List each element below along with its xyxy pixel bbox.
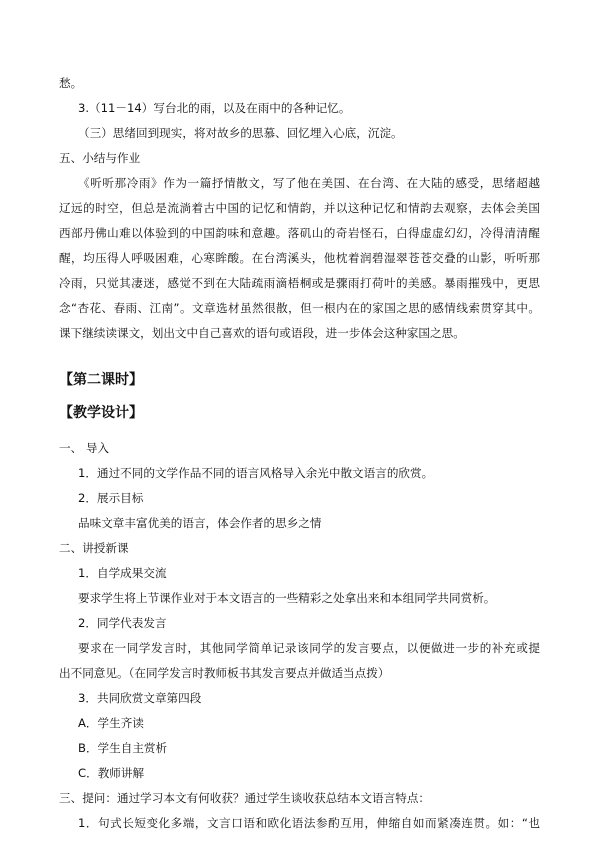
- list-item: A．学生齐读: [78, 716, 144, 730]
- text-line: 愁。: [59, 76, 83, 90]
- text-line: 2．展示目标: [78, 491, 144, 505]
- paragraph-line: 出不同意见。（在同学发言时教师板书其发言要点并做适当点拨）: [59, 666, 390, 680]
- paragraph-line: 辽远的时空，但总是流淌着古中国的记忆和情韵，并以这种记忆和情韵去观察，去体会美国: [59, 201, 540, 215]
- paragraph-line: 冷雨，只觉其凄迷，感觉不到在大陆疏雨滴梧桐或是骤雨打荷叶的美感。暴雨摧残中，更思: [59, 276, 540, 290]
- paragraph-line: 醒，均压得人呼吸困难，心寒眸酸。在台湾溪头，他枕着润碧湿翠苍苍交叠的山影，听听那: [59, 251, 540, 265]
- text-line: 品味文章丰富优美的语言，体会作者的思乡之情: [78, 516, 322, 530]
- section-heading: 二、讲授新课: [59, 541, 129, 555]
- list-item: C．教师讲解: [78, 766, 145, 780]
- text-line: 要求学生将上节课作业对于本文语言的一些精彩之处拿出来和本组同学共同赏析。: [78, 591, 496, 605]
- paragraph-line: 要求在一同学发言时，其他同学简单记录该同学的发言要点，以便做进一步的补充或提: [78, 641, 540, 655]
- section-heading: 五、小结与作业: [59, 151, 141, 165]
- text-line: 3.（11－14）写台北的雨，以及在雨中的各种记忆。: [78, 101, 351, 115]
- paragraph-line: 课下继续读课文，划出文中自己喜欢的语句或语段，进一步体会这种家国之思。: [59, 326, 465, 340]
- paragraph-line: 1．句式长短变化多端，文言口语和欧化语法参酌互用，伸缩自如而紧凑连贯。如：“也: [78, 816, 540, 830]
- paragraph-line: 西部丹佛山难以体验到的中国韵味和意趣。落矶山的奇岩怪石，白得虚虚幻幻，冷得清清醒: [59, 226, 540, 240]
- design-heading: 【教学设计】: [59, 405, 143, 421]
- text-line: 3．共同欣赏文章第四段: [78, 691, 202, 705]
- text-line: （三）思绪回到现实，将对故乡的思慕、回忆埋入心底，沉淀。: [78, 126, 403, 140]
- text-line: 2．同学代表发言: [78, 616, 167, 630]
- lesson-heading: 【第二课时】: [59, 372, 143, 388]
- paragraph-line: 念“杏花、春雨、江南”。文章选材虽然很散，但一根内在的家国之思的感情线索贯穿其中。: [59, 301, 540, 315]
- section-heading: 一、 导入: [59, 441, 110, 455]
- text-line: 1．自学成果交流: [78, 566, 167, 580]
- list-item: B．学生自主赏析: [78, 741, 168, 755]
- paragraph-line: 《听听那冷雨》作为一篇抒情散文，写了他在美国、在台湾、在大陆的感受，思绪超越: [78, 176, 540, 190]
- section-heading: 三、提问：通过学习本文有何收获？通过学生谈收获总结本文语言特点：: [59, 791, 431, 805]
- text-line: 1．通过不同的文学作品不同的语言风格导入余光中散文语言的欣赏。: [78, 466, 434, 480]
